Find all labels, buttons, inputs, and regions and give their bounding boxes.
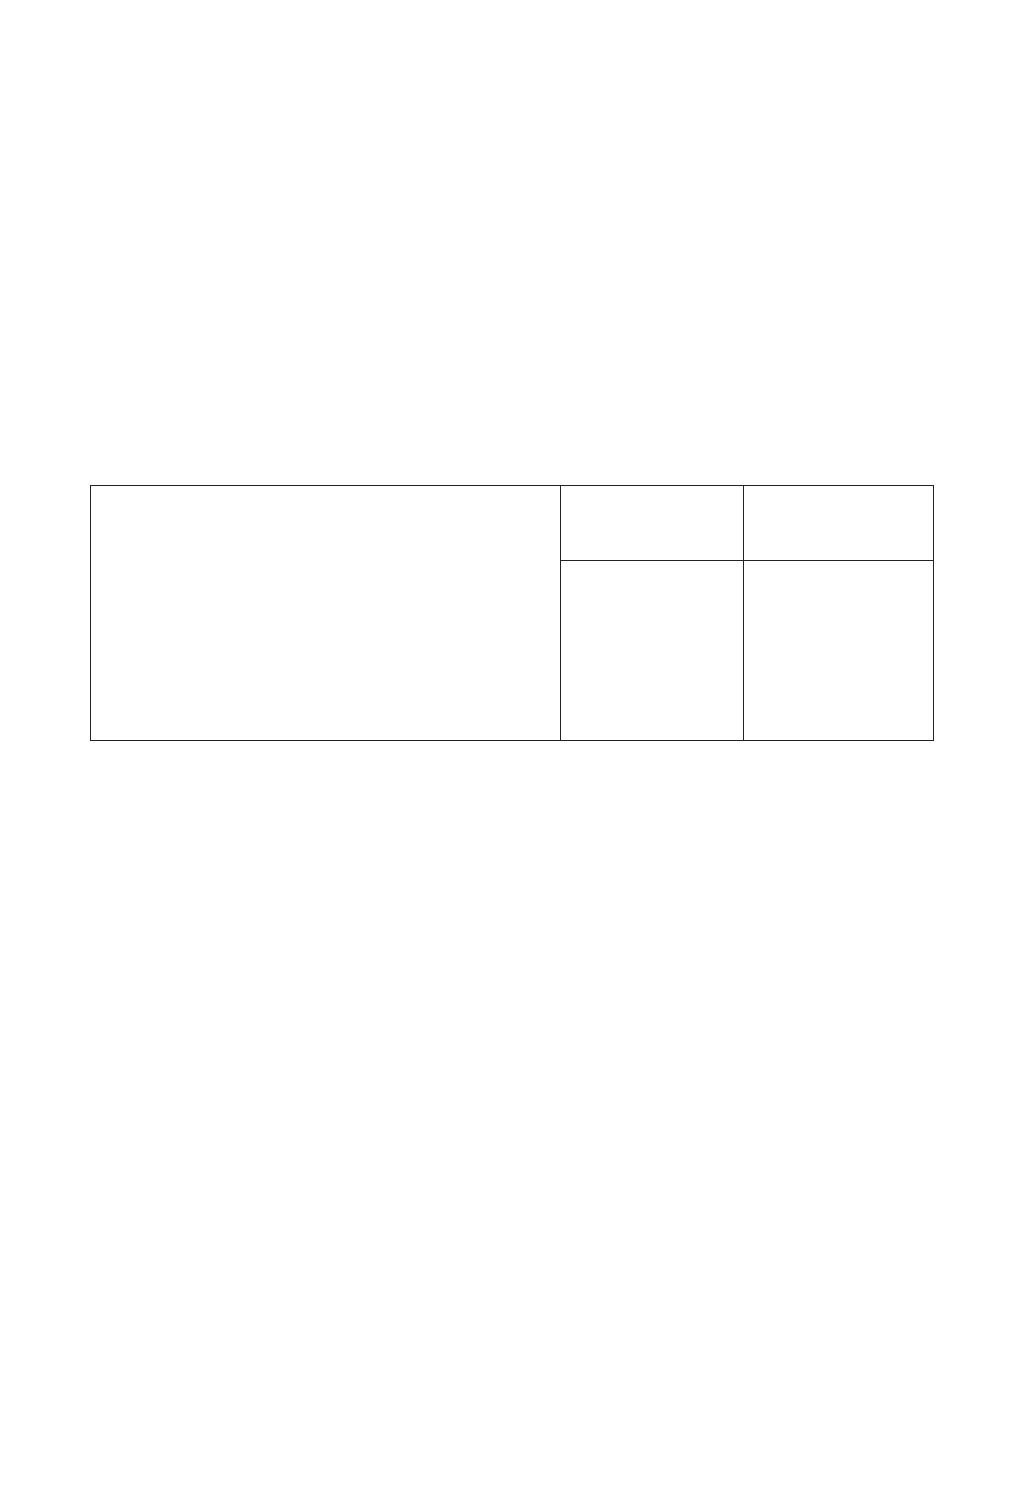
column-divider [933, 486, 934, 740]
column-divider [743, 486, 744, 740]
column-divider [560, 486, 561, 740]
fossil-table [90, 485, 934, 741]
header-divider [561, 560, 934, 561]
